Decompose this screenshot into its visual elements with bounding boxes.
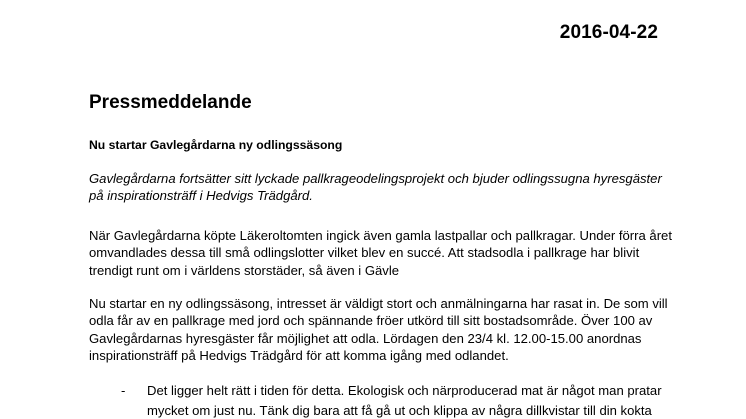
paragraph-line: inspirationsträff på Hedvigs Trädgård för att komma igång med odlandet. [89, 348, 509, 364]
paragraph-line: omvandlades dessa till små odlingslotter vilket blev en succé. Att stadsodla i pallkrage har blivit [89, 245, 640, 261]
paragraph-2 [89, 295, 669, 365]
intro-paragraph [89, 170, 669, 205]
document-subtitle: Nu startar Gavlegårdarna ny odlingssäsong [89, 138, 343, 152]
bullet-item [147, 381, 662, 419]
paragraph-line: Nu startar en ny odlingssäsong, intresset är väldigt stort och anmälningarna har rasat in. De som vill [89, 296, 668, 311]
press-release-date: 2016-04-22 [559, 22, 658, 43]
intro-line: Gavlegårdarna fortsätter sitt lyckade pallkrageodelingsprojekt och bjuder odlingssugna hyresgäster [89, 171, 662, 186]
bullet-line: mycket om just nu. Tänk dig bara att få gå ut och klippa av några dillkvistar till din kokta [147, 402, 652, 418]
bullet-marker: - [121, 383, 126, 398]
bullet-line: Det ligger helt rätt i tiden för detta. Ekologisk och närproducerad mat är något man pratar [147, 383, 662, 398]
paragraph-line: odla får av en pallkrage med jord och spännande fröer utkörd till sitt bostadsområde. Över 100 av [89, 313, 653, 329]
document-title: Pressmeddelande [89, 92, 252, 113]
paragraph-line: Gavlegårdarnas hyresgäster får möjlighet att odla. Lördagen den 23/4 kl. 12.00-15.00 anordnas [89, 330, 642, 346]
paragraph-line: När Gavlegårdarna köpte Läkeroltomten ingick även gamla lastpallar och pallkragar. Under förra året [89, 228, 672, 243]
paragraph-1 [89, 227, 672, 279]
paragraph-line: trendigt runt om i världens storstäder, så även i Gävle [89, 262, 400, 278]
intro-line: på inspirationsträff i Hedvigs Trädgård. [89, 188, 313, 204]
